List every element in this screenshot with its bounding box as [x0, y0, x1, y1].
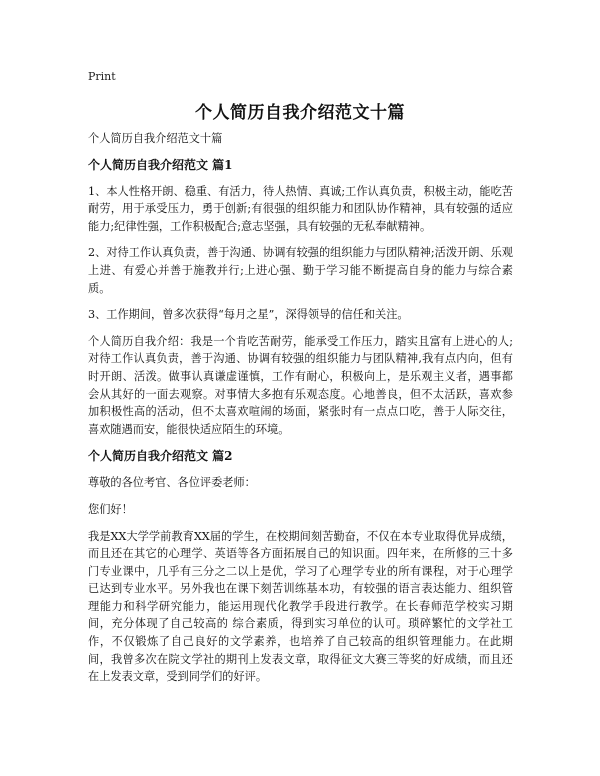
section-heading-2: 个人简历自我介绍范文 篇2 [88, 449, 233, 464]
paragraph: 个人简历自我介绍：我是一个肯吃苦耐劳，能承受工作压力，踏实且富有上进心的人;对待工作认真负责，善于沟通、协调有较强的组织能力与团队精神,我有点内向，但有时开朗、活泼。做事认真谦虚谨慎，工作有耐心，积极向上，是乐观主义者，遇事都会从其好的一面去观察。对事情大多抱有乐观态度。心地善良，但不太活跃，喜欢参加积极性高的活动，但不太喜欢喧闹的场面，紧张时有一点点口吃，善于人际交往，喜欢随遇而安，能很快适应陌生的环境。 [88, 334, 513, 436]
paragraph: 您们好！ [88, 502, 133, 516]
document-body [88, 130, 513, 695]
document-subtitle: 个人简历自我介绍范文十篇 [88, 132, 223, 145]
paragraph: 1、本人性格开朗、稳重、有活力，待人热情、真诚;工作认真负责，积极主动，能吃苦耐劳，用于承受压力，勇于创新;有很强的组织能力和团队协作精神，具有较强的适应能力;纪律性强，工作积极配合;意志坚强，具有较强的无私奉献精神。 [88, 184, 513, 233]
print-label: Print [88, 70, 116, 83]
document-title: 个人简历自我介绍范文十篇 [195, 103, 405, 123]
paragraph: 我是XX大学学前教育XX届的学生，在校期间刻苦勤奋，不仅在本专业取得优异成绩，而且还在其它的心理学、英语等各方面拓展自己的知识面。四年来，在所修的三十多门专业课中，几乎有三分之二以上是优，学习了心理学专业的所有课程，对于心理学已达到专业水平。另外我也在课下刻苦训练基本功，有较强的语言表达能力、组织管理能力和科学研究能力，能运用现代化教学手段进行教学。在长春师范学校实习期间，充分体现了自己较高的 综合素质，得到实习单位的认可。琐碎繁忙的文学社工作，不仅锻炼了自己良好的文学素养，也培养了自己较高的组织管理能力。在此期间，我曾多次在院文学社的期刊上发表文章，取得征文大赛三等奖的好成绩，而且还在上发表文章，受到同学们的好评。 [88, 529, 513, 684]
paragraph: 尊敬的各位考官、各位评委老师： [88, 476, 256, 490]
paragraph: 2、对待工作认真负责，善于沟通、协调有较强的组织能力与团队精神;活泼开朗、乐观上进、有爱心并善于施教并行;上进心强、勤于学习能不断提高自身的能力与综合素质。 [88, 246, 513, 295]
paragraph: 3、工作期间，曾多次获得“每月之星”，深得领导的信任和关注。 [88, 308, 409, 322]
section-heading-1: 个人简历自我介绍范文 篇1 [88, 157, 233, 172]
